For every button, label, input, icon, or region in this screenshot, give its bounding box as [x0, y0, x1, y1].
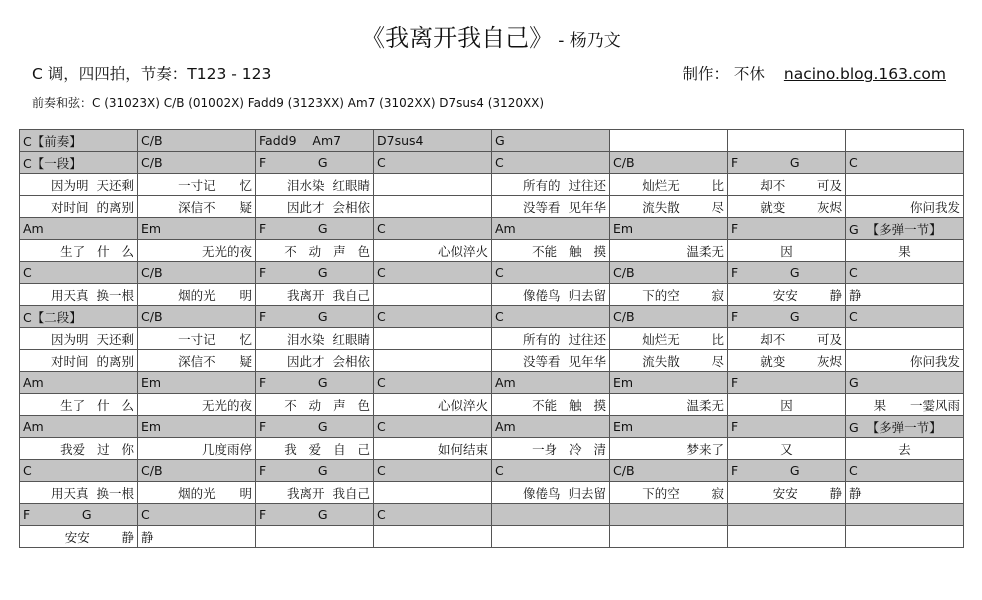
lyric-cell: 下的空 寂	[610, 482, 728, 504]
chord-cell: C	[492, 460, 610, 482]
lyric-cell: 如何结束	[374, 438, 492, 460]
chord-cell: G 【多弹一节】	[846, 218, 964, 240]
lyric-cell	[374, 196, 492, 218]
chord-cell: C/B	[138, 130, 256, 152]
lyric-cell: 所有的 过往还	[492, 174, 610, 196]
lyric-cell	[846, 174, 964, 196]
chord-cell: C	[20, 460, 138, 482]
chord-cell: Em	[610, 416, 728, 438]
chord-cell: Am	[492, 416, 610, 438]
chord-cell: D7sus4	[374, 130, 492, 152]
lyric-cell: 却不 可及	[728, 328, 846, 350]
chord-cell: C	[492, 306, 610, 328]
lyric-cell: 流失散 尽	[610, 196, 728, 218]
lyric-cell: 果 一霎风雨	[846, 394, 964, 416]
chord-cell: C	[846, 152, 964, 174]
chord-cell: Fadd9 Am7	[256, 130, 374, 152]
chord-cell: F G	[728, 262, 846, 284]
lyric-cell: 你问我发	[846, 350, 964, 372]
intro-chords: 前奏和弦：C (31023X) C/B (01002X) Fadd9 (3123XX) Am7 (3102XX) D7sus4 (3120XX)	[32, 96, 545, 110]
chord-cell: C【前奏】	[20, 130, 138, 152]
lyric-cell: 无光的夜	[138, 394, 256, 416]
chord-cell: C	[374, 152, 492, 174]
chord-row	[20, 372, 964, 394]
chord-lyric-sheet	[19, 129, 964, 548]
chord-cell: F	[728, 416, 846, 438]
lyric-cell	[374, 284, 492, 306]
lyric-cell: 灿烂无 比	[610, 328, 728, 350]
song-title: 《我离开我自己》	[361, 24, 554, 52]
chord-cell: F	[728, 372, 846, 394]
lyric-cell	[846, 526, 964, 548]
chord-cell: F G	[256, 504, 374, 526]
lyric-cell	[374, 482, 492, 504]
chord-cell: C	[374, 416, 492, 438]
lyric-cell: 就变 灰烬	[728, 196, 846, 218]
chord-cell: G	[846, 372, 964, 394]
lyric-cell: 一身 冷 清	[492, 438, 610, 460]
chord-row	[20, 130, 964, 152]
song-title-line	[0, 18, 982, 53]
maker-info	[683, 62, 947, 84]
lyric-cell	[374, 174, 492, 196]
lyric-cell: 静	[138, 526, 256, 548]
lyric-cell: 一寸记 忆	[138, 174, 256, 196]
sheet-body	[20, 130, 964, 548]
chord-cell: C	[492, 262, 610, 284]
lyric-cell: 像倦鸟 归去留	[492, 482, 610, 504]
lyric-cell: 深信不 疑	[138, 350, 256, 372]
chord-cell: C/B	[138, 262, 256, 284]
lyric-row	[20, 482, 964, 504]
chord-cell: F G	[256, 416, 374, 438]
lyric-row	[20, 438, 964, 460]
chord-cell: F G	[256, 262, 374, 284]
lyric-cell: 安安 静	[728, 284, 846, 306]
chord-cell: Em	[138, 416, 256, 438]
lyric-cell: 我离开 我自己	[256, 284, 374, 306]
lyric-cell: 因为明 天还剩	[20, 174, 138, 196]
chord-cell	[728, 504, 846, 526]
lyric-cell: 不能 触 摸	[492, 394, 610, 416]
lyric-cell: 泪水染 红眼睛	[256, 328, 374, 350]
chord-cell: C/B	[610, 262, 728, 284]
chord-cell	[846, 504, 964, 526]
lyric-cell: 去	[846, 438, 964, 460]
lyric-cell	[374, 328, 492, 350]
lyric-cell: 泪水染 红眼睛	[256, 174, 374, 196]
chord-cell: F G	[728, 460, 846, 482]
chord-cell: Em	[610, 372, 728, 394]
chord-row	[20, 218, 964, 240]
lyric-cell: 没等看 见年华	[492, 350, 610, 372]
lyric-cell: 又	[728, 438, 846, 460]
chord-cell	[492, 504, 610, 526]
chord-cell: F G	[256, 306, 374, 328]
lyric-cell: 就变 灰烬	[728, 350, 846, 372]
chord-cell: F G	[256, 460, 374, 482]
chord-cell: C	[374, 218, 492, 240]
lyric-cell: 几度雨停	[138, 438, 256, 460]
lyric-cell: 心似淬火	[374, 240, 492, 262]
chord-cell: C	[374, 460, 492, 482]
lyric-cell: 没等看 见年华	[492, 196, 610, 218]
lyric-cell: 不 动 声 色	[256, 394, 374, 416]
lyric-cell	[728, 526, 846, 548]
lyric-cell: 因此才 会相依	[256, 350, 374, 372]
lyric-cell	[610, 526, 728, 548]
lyric-cell: 不 动 声 色	[256, 240, 374, 262]
lyric-row	[20, 284, 964, 306]
chord-cell: C	[20, 262, 138, 284]
lyric-cell: 用天真 换一根	[20, 482, 138, 504]
lyric-cell: 生了 什 么	[20, 240, 138, 262]
lyric-cell: 心似淬火	[374, 394, 492, 416]
lyric-row	[20, 240, 964, 262]
lyric-cell: 你问我发	[846, 196, 964, 218]
lyric-cell	[256, 526, 374, 548]
lyric-cell: 因此才 会相依	[256, 196, 374, 218]
lyric-cell: 用天真 换一根	[20, 284, 138, 306]
chord-cell: C/B	[610, 306, 728, 328]
chord-cell: Em	[138, 372, 256, 394]
chord-cell: C	[374, 306, 492, 328]
chord-cell: F G	[728, 306, 846, 328]
lyric-cell: 因	[728, 394, 846, 416]
lyric-row	[20, 526, 964, 548]
lyric-cell: 温柔无	[610, 240, 728, 262]
chord-cell: C	[138, 504, 256, 526]
chord-cell: C/B	[610, 460, 728, 482]
lyric-cell: 下的空 寂	[610, 284, 728, 306]
chord-row	[20, 416, 964, 438]
lyric-row	[20, 328, 964, 350]
lyric-cell: 所有的 过往还	[492, 328, 610, 350]
chord-cell: Am	[20, 372, 138, 394]
chord-cell: G 【多弹一节】	[846, 416, 964, 438]
lyric-cell: 灿烂无 比	[610, 174, 728, 196]
lyric-cell: 温柔无	[610, 394, 728, 416]
lyric-row	[20, 196, 964, 218]
lyric-cell: 烟的光 明	[138, 284, 256, 306]
lyric-cell: 流失散 尽	[610, 350, 728, 372]
lyric-cell: 一寸记 忆	[138, 328, 256, 350]
key-info: C 调，四四拍，节奏：T123 - 123	[32, 65, 272, 83]
lyric-cell: 果	[846, 240, 964, 262]
lyric-cell: 静	[846, 482, 964, 504]
chord-cell: F G	[256, 152, 374, 174]
chord-cell: C	[374, 262, 492, 284]
chord-cell: F G	[728, 152, 846, 174]
chord-row	[20, 504, 964, 526]
chord-cell: C	[846, 262, 964, 284]
chord-cell	[610, 130, 728, 152]
lyric-cell: 我离开 我自己	[256, 482, 374, 504]
lyric-cell: 我 爱 自 己	[256, 438, 374, 460]
lyric-cell	[374, 526, 492, 548]
lyric-cell: 因为明 天还剩	[20, 328, 138, 350]
chord-cell: Am	[20, 416, 138, 438]
site-link[interactable]: nacino.blog.163.com	[783, 65, 946, 83]
chord-cell: C/B	[138, 460, 256, 482]
chord-row	[20, 306, 964, 328]
chord-cell	[728, 130, 846, 152]
chord-cell: C【二段】	[20, 306, 138, 328]
lyric-cell: 无光的夜	[138, 240, 256, 262]
lyric-row	[20, 394, 964, 416]
lyric-row	[20, 174, 964, 196]
chord-cell: F G	[256, 372, 374, 394]
chord-cell: Am	[492, 218, 610, 240]
chord-cell: C	[492, 152, 610, 174]
chord-cell: C【一段】	[20, 152, 138, 174]
chord-cell: F G	[20, 504, 138, 526]
lyric-cell	[374, 350, 492, 372]
lyric-cell: 对时间 的离别	[20, 350, 138, 372]
lyric-cell	[492, 526, 610, 548]
lyric-cell: 生了 什 么	[20, 394, 138, 416]
chord-cell: Em	[610, 218, 728, 240]
lyric-row	[20, 350, 964, 372]
lyric-cell: 深信不 疑	[138, 196, 256, 218]
chord-cell: Am	[492, 372, 610, 394]
lyric-cell: 梦来了	[610, 438, 728, 460]
chord-cell: F	[728, 218, 846, 240]
chord-cell: C	[846, 460, 964, 482]
chord-cell: C	[374, 372, 492, 394]
lyric-cell: 烟的光 明	[138, 482, 256, 504]
chord-cell: C/B	[138, 306, 256, 328]
lyric-cell: 不能 触 摸	[492, 240, 610, 262]
lyric-cell: 安安 静	[20, 526, 138, 548]
chord-cell: C/B	[610, 152, 728, 174]
chord-row	[20, 460, 964, 482]
lyric-cell: 对时间 的离别	[20, 196, 138, 218]
chord-cell: Am	[20, 218, 138, 240]
chord-cell	[846, 130, 964, 152]
lyric-cell: 却不 可及	[728, 174, 846, 196]
chord-cell: F G	[256, 218, 374, 240]
chord-cell: C	[846, 306, 964, 328]
artist-name: - 杨乃文	[558, 31, 621, 51]
lyric-cell: 安安 静	[728, 482, 846, 504]
chord-cell: C/B	[138, 152, 256, 174]
chord-cell	[610, 504, 728, 526]
chord-row	[20, 262, 964, 284]
chord-cell: G	[492, 130, 610, 152]
lyric-cell: 因	[728, 240, 846, 262]
lyric-cell: 像倦鸟 归去留	[492, 284, 610, 306]
maker-label: 制作： 不休	[682, 65, 765, 83]
chord-cell: Em	[138, 218, 256, 240]
lyric-cell: 静	[846, 284, 964, 306]
chord-row	[20, 152, 964, 174]
lyric-cell: 我爱 过 你	[20, 438, 138, 460]
chord-cell: C	[374, 504, 492, 526]
lyric-cell	[846, 328, 964, 350]
